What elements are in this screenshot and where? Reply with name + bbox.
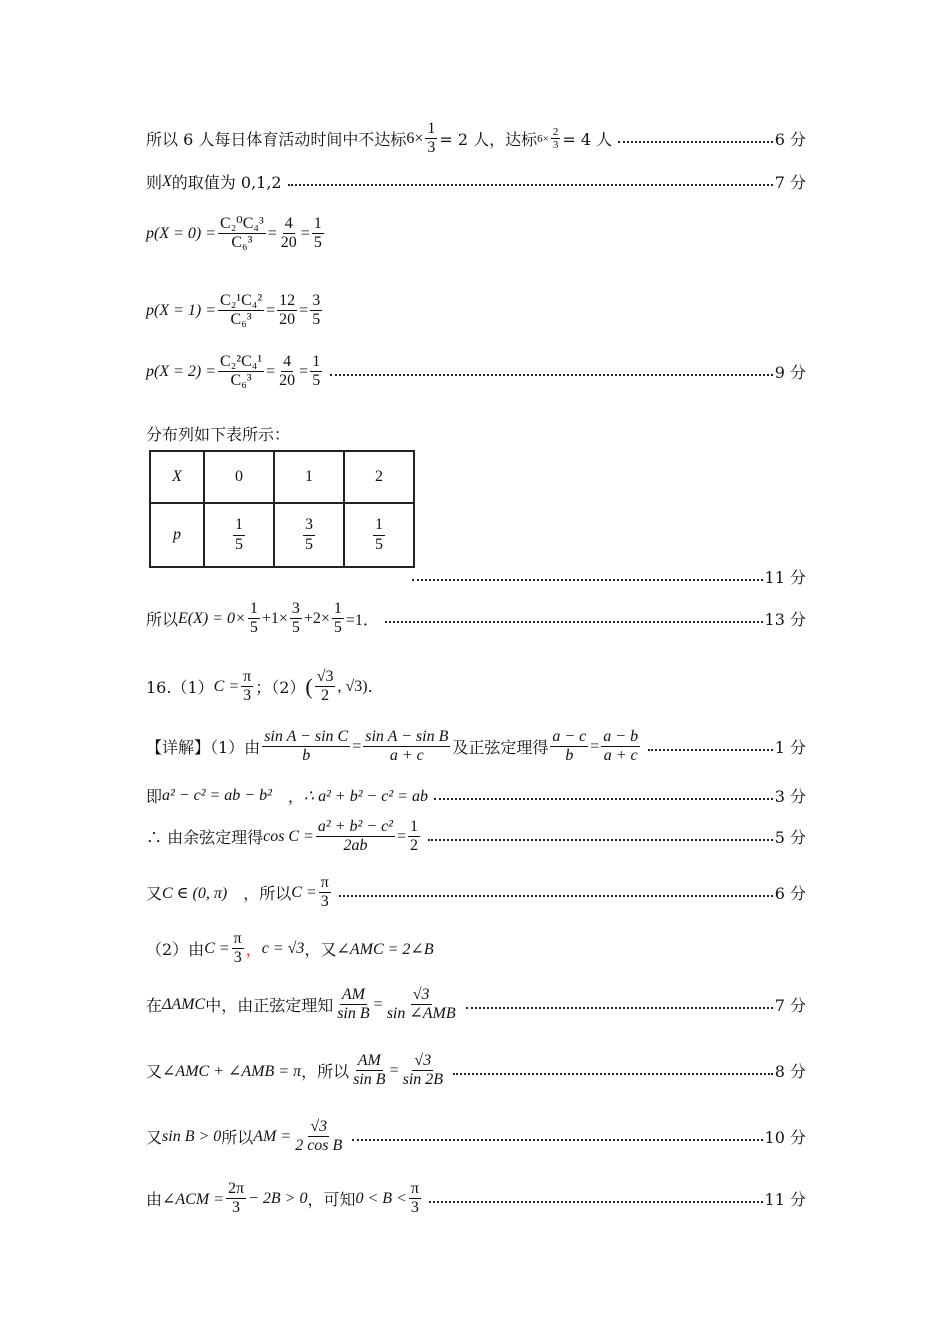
fraction (218, 353, 264, 391)
numerator: 3 (290, 600, 302, 619)
dot-leader (453, 1073, 773, 1075)
score: 3 分 (774, 787, 806, 806)
numerator: C₂⁰C₄³ (218, 215, 266, 234)
fraction (363, 728, 450, 766)
denominator: 3 (232, 1199, 241, 1217)
denominator: 20 (280, 234, 297, 252)
fraction (551, 126, 561, 152)
math-expr: − 2B > 0 (248, 1189, 308, 1207)
numerator: 1 (408, 818, 420, 837)
numerator: π (232, 930, 244, 949)
score: 6 分 (774, 884, 806, 904)
fraction (293, 1118, 344, 1156)
denominator: sin B (353, 1071, 386, 1089)
text: 又 (146, 1062, 163, 1082)
math-expr: C = (213, 677, 240, 695)
numerator: C₂²C₄¹ (218, 353, 264, 372)
equals: = (396, 827, 407, 845)
paren: ( (305, 673, 313, 699)
score: 8 分 (774, 1062, 806, 1082)
math-expr: c = √3 (261, 939, 305, 957)
numerator: AM (356, 1052, 383, 1071)
denominator: sin ∠AMB (386, 1005, 456, 1023)
text: 【详解】（1）由 (146, 738, 261, 758)
denominator: C₆³ (230, 372, 252, 390)
score: 13 分 (764, 610, 806, 630)
line-18 (146, 1180, 806, 1218)
fraction (351, 1052, 387, 1090)
text: （2）由 (146, 940, 205, 960)
equals: = (373, 995, 383, 1013)
line-3 (146, 215, 806, 253)
denominator: 2 (321, 687, 330, 705)
table-header-cell: X (150, 451, 204, 503)
denominator: 20 (279, 311, 296, 329)
fraction (550, 728, 588, 766)
text: = 4 人 (562, 130, 613, 150)
table-cell (204, 503, 274, 567)
dot-leader (352, 1139, 762, 1141)
fraction (277, 353, 297, 391)
denominator: 3 (243, 687, 252, 705)
math-expr: 6× (406, 129, 424, 147)
denominator: 5 (313, 234, 322, 252)
math-expr: p(X = 0) = (146, 224, 217, 242)
table-cell: 1 (274, 451, 344, 503)
dot-leader (648, 749, 773, 751)
distribution-table (149, 450, 415, 568)
fraction (315, 668, 336, 706)
text: 中，由正弦定理知 (205, 996, 334, 1016)
denominator: 2 cos B (295, 1137, 343, 1155)
text: 即 (146, 787, 163, 806)
text: 所以 6 人每日体育活动时间中不达标 (146, 130, 407, 150)
denominator: 5 (291, 619, 300, 637)
dot-leader (428, 839, 773, 841)
fraction (232, 930, 244, 968)
score: 1 分 (774, 738, 806, 758)
fraction (408, 818, 420, 856)
denominator: b (302, 747, 311, 765)
denominator: 2ab (343, 837, 368, 855)
line-17 (146, 1118, 806, 1156)
text: 又 (146, 1128, 163, 1148)
fraction (218, 215, 266, 253)
numerator: 1 (373, 516, 385, 535)
math-expr: =1． (345, 612, 379, 630)
numerator: 4 (283, 215, 295, 234)
numerator: π (241, 668, 253, 687)
fraction (218, 292, 264, 330)
score: 6 分 (774, 130, 806, 150)
text: ， (271, 787, 304, 806)
numerator: 2π (226, 1180, 246, 1199)
score: 5 分 (774, 828, 806, 848)
fraction (316, 818, 395, 856)
dot-leader (434, 798, 773, 800)
text: 及正弦定理得 (452, 738, 549, 758)
fraction (226, 1180, 246, 1218)
numerator: √3 (315, 668, 336, 687)
math-expr: , √3) (337, 677, 368, 695)
table-header-cell: p (150, 503, 204, 567)
fraction (248, 600, 260, 638)
dot-leader (466, 1007, 773, 1009)
fraction (409, 1180, 421, 1218)
line-10 (146, 728, 806, 766)
score: 10 分 (764, 1128, 806, 1148)
math-expr: sin B > 0 (162, 1127, 222, 1145)
numerator: π (409, 1180, 421, 1199)
denominator: 5 (249, 619, 258, 637)
line-4 (146, 292, 806, 330)
line-6 (146, 422, 806, 445)
denominator: 5 (305, 535, 313, 553)
math-expr: a² − c² = ab − b² (162, 786, 272, 804)
numerator: sin A − sin B (363, 728, 450, 747)
text: 所以 (221, 1128, 254, 1148)
math-expr: ΔAMC (162, 995, 206, 1013)
question-number: 16.（1） (146, 678, 214, 698)
equals: = (299, 301, 309, 319)
equals: = (299, 362, 309, 380)
math-expr: ∠AMC = 2∠B (336, 940, 434, 958)
equals: = (266, 362, 276, 380)
denominator: 3 (427, 139, 436, 157)
text: 则 (146, 173, 163, 192)
fraction (332, 600, 344, 638)
math-expr: +1× (261, 609, 288, 627)
fraction (233, 516, 245, 554)
dot-leader (330, 374, 773, 376)
line-15 (146, 986, 806, 1024)
line-14 (146, 930, 806, 968)
equals: = (266, 301, 276, 319)
line-9 (146, 668, 806, 706)
dot-leader (288, 184, 773, 186)
numerator: a − b (601, 728, 640, 747)
denominator: 5 (312, 372, 321, 390)
line-13 (146, 874, 806, 912)
numerator: sin A − sin C (262, 728, 350, 747)
line-12 (146, 818, 806, 856)
red-comma: ， (245, 940, 262, 960)
text: 在 (146, 996, 163, 1016)
numerator: π (319, 874, 331, 893)
fraction (385, 986, 458, 1024)
math-expr: p(X = 1) = (146, 301, 217, 319)
score: 7 分 (774, 996, 806, 1016)
score: 7 分 (774, 173, 806, 192)
table-cell: 2 (344, 451, 414, 503)
fraction (241, 668, 253, 706)
math-expr: 6× (537, 132, 549, 145)
denominator: 3 (320, 893, 329, 911)
math-var: X (162, 172, 172, 190)
text: ，可知 (307, 1190, 356, 1210)
math-expr: p(X = 2) = (146, 362, 217, 380)
math-expr: E(X) = 0× (178, 609, 246, 627)
table-row (150, 451, 414, 503)
denominator: 5 (375, 535, 383, 553)
math-expr: ∠AMC + ∠AMB = π (162, 1062, 302, 1080)
equals: = (267, 224, 277, 242)
score: 11 分 (764, 568, 806, 587)
line-2 (146, 170, 806, 193)
numerator: √3 (412, 1052, 433, 1071)
numerator: 4 (281, 353, 293, 372)
fraction (290, 600, 302, 638)
numerator: 1 (332, 600, 344, 619)
line-16 (146, 1052, 806, 1090)
text: ，所以 (227, 884, 292, 904)
line-8 (146, 600, 806, 638)
table-cell (344, 503, 414, 567)
denominator: sin B (337, 1005, 370, 1023)
denominator: b (565, 747, 574, 765)
fraction (312, 215, 324, 253)
numerator: C₂¹C₄² (218, 292, 264, 311)
denominator: C₆³ (230, 311, 252, 329)
math-expr: cos C = (263, 827, 314, 845)
fraction (373, 516, 385, 554)
denominator: 3 (233, 949, 242, 967)
math-expr: C = (291, 883, 317, 901)
equals: = (352, 737, 362, 755)
fraction (262, 728, 350, 766)
fraction (425, 120, 437, 158)
numerator: 12 (277, 292, 297, 311)
numerator: a − c (550, 728, 588, 747)
text: ；（2） (255, 678, 306, 698)
math-expr: 0 < B < (355, 1189, 407, 1207)
numerator: √3 (308, 1118, 329, 1137)
line-1 (146, 120, 806, 158)
denominator: 20 (279, 372, 296, 390)
text: 所以 (146, 610, 179, 630)
numerator: 1 (248, 600, 260, 619)
math-expr: C = (204, 939, 230, 957)
text: ，所以 (301, 1062, 350, 1082)
text: = 2 人，达标 (439, 130, 538, 150)
fraction (279, 215, 299, 253)
score: 9 分 (774, 363, 806, 383)
denominator: a + c (389, 747, 424, 765)
denominator: 5 (235, 535, 243, 553)
text: ，又 (304, 940, 337, 960)
equals: = (300, 224, 310, 242)
equals: = (389, 1061, 399, 1079)
text: ∴ 由余弦定理得 (146, 828, 264, 848)
numerator: 1 (425, 120, 437, 139)
fraction (319, 874, 331, 912)
table-cell (274, 503, 344, 567)
math-expr: C ∈ (0, π) (162, 884, 228, 902)
numerator: a² + b² − c² (316, 818, 395, 837)
denominator: C₆³ (231, 234, 253, 252)
fraction (310, 353, 322, 391)
math-expr: AM = (253, 1127, 292, 1145)
fraction (303, 516, 315, 554)
denominator: a + c (603, 747, 638, 765)
dot-leader (385, 621, 763, 623)
numerator: 3 (310, 292, 322, 311)
text: . (367, 677, 373, 697)
denominator: 3 (410, 1199, 419, 1217)
numerator: 3 (303, 516, 315, 535)
math-expr: ∠ACM = (162, 1190, 224, 1208)
table-row (150, 503, 414, 567)
fraction (601, 728, 640, 766)
fraction (277, 292, 297, 330)
numerator: 1 (233, 516, 245, 535)
line-7 (412, 565, 806, 588)
line-5 (146, 353, 806, 391)
line-11 (146, 784, 806, 807)
text: 又 (146, 884, 163, 904)
denominator: sin 2B (402, 1071, 444, 1089)
text: 的取值为 0,1,2 (171, 173, 282, 192)
text: 分布列如下表所示： (146, 425, 291, 444)
numerator: 1 (312, 215, 324, 234)
fraction (401, 1052, 445, 1090)
dot-leader (429, 1201, 763, 1203)
numerator: 2 (552, 125, 559, 138)
numerator: 1 (310, 353, 322, 372)
fraction (335, 986, 371, 1024)
dot-leader (412, 579, 763, 581)
denominator: 3 (552, 139, 559, 152)
math-expr: +2× (303, 609, 330, 627)
dot-leader (618, 141, 773, 143)
numerator: √3 (411, 986, 432, 1005)
dot-leader (339, 895, 773, 897)
table-cell: 0 (204, 451, 274, 503)
denominator: 5 (312, 311, 321, 329)
equals: = (590, 737, 600, 755)
fraction (310, 292, 322, 330)
denominator: 2 (410, 837, 419, 855)
denominator: 5 (333, 619, 342, 637)
score: 11 分 (764, 1190, 806, 1210)
numerator: AM (340, 986, 367, 1005)
text: 由 (146, 1190, 163, 1210)
math-expr: ∴ a² + b² − c² = ab (303, 787, 428, 805)
